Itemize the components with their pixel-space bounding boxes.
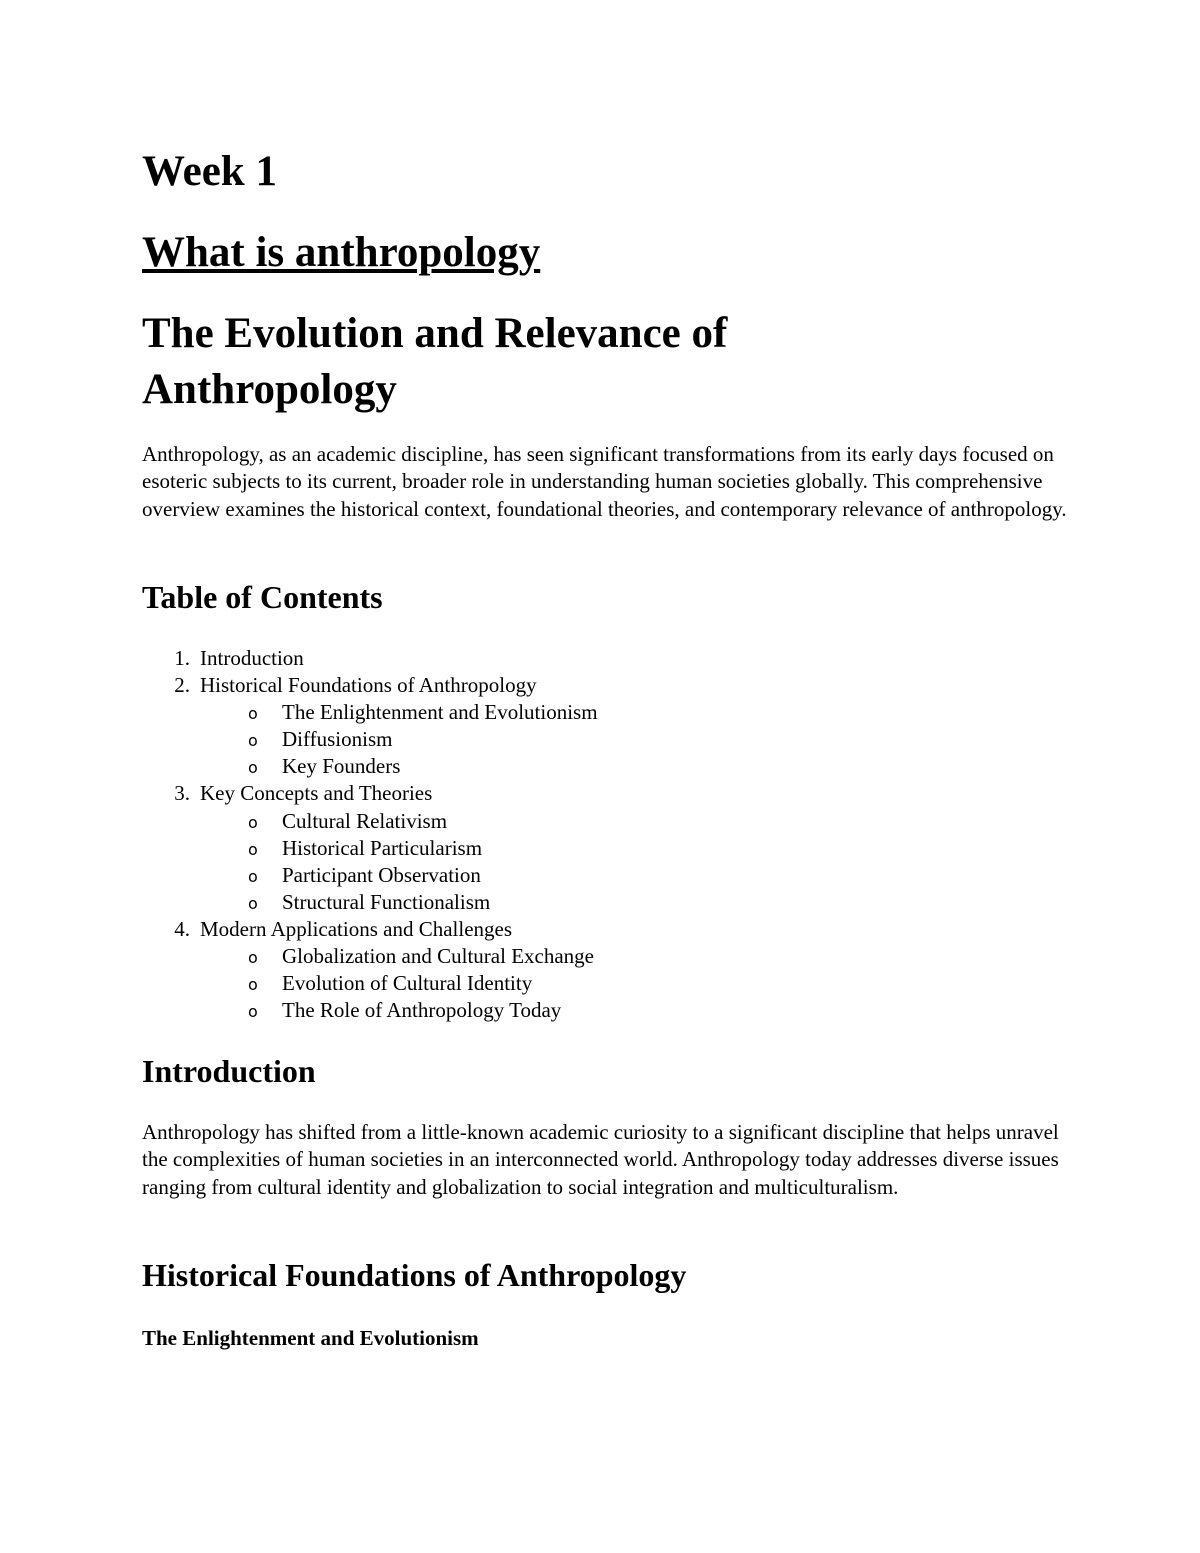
historical-foundations-heading: Historical Foundations of Anthropology [142,1257,687,1293]
toc-subitem-label: Structural Functionalism [282,889,491,914]
toc-item [142,780,1072,807]
bullet-icon: o [248,1002,258,1022]
toc-heading: Table of Contents [142,579,383,615]
toc-item-number: 1. [174,646,190,670]
toc-item [142,672,1072,699]
bullet-icon: o [248,839,258,859]
introduction-paragraph: Anthropology has shifted from a little-known academic curiosity to a significant discipline that helps unravel the complexities of human societies in an interconnected world. Anthropology today addresses diverse issues ranging from cultural identity and globalization to social integration and multiculturalism. [142,1120,1059,1199]
toc-item-label: Historical Foundations of Anthropology [200,673,537,698]
bullet-icon: o [248,812,258,832]
bullet-icon: o [248,704,258,724]
toc-subitem [142,808,1072,835]
table-of-contents [142,645,1072,1024]
toc-item-number: 4. [174,916,190,941]
toc-item [142,645,1072,672]
toc-item-label: Modern Applications and Challenges [200,916,513,941]
bullet-icon: o [248,893,258,913]
week-heading: Week 1 [142,148,277,195]
toc-subitem [142,699,1072,726]
bullet-icon: o [248,948,258,968]
toc-subitem [142,862,1072,889]
toc-subitem-label: Participant Observation [282,862,481,887]
toc-subitem-label: The Role of Anthropology Today [282,998,562,1023]
toc-subitem-label: Key Founders [282,754,401,779]
toc-subitem-label: Diffusionism [282,727,393,752]
toc-item-label: Introduction [200,646,304,670]
toc-subitem [142,970,1072,997]
bullet-icon: o [248,731,258,751]
bullet-icon: o [248,866,258,886]
toc-subitem-label: Globalization and Cultural Exchange [282,944,594,969]
bullet-icon: o [248,975,258,995]
toc-subitem-label: The Enlightenment and Evolutionism [282,700,598,725]
overview-paragraph: Anthropology, as an academic discipline, has seen significant transformations from its early days focused on esoteric subjects to its current, broader role in understanding human societies globally. This comprehensive overview examines the historical context, foundational theories, and contemporary relevance of anthropology. [142,442,1067,521]
toc-item-number: 3. [174,781,190,806]
toc-item-number: 2. [174,673,190,698]
toc-item-label: Key Concepts and Theories [200,781,433,806]
toc-subitem-label: Historical Particularism [282,835,483,860]
toc-item [142,916,1072,943]
toc-subitem [142,835,1072,862]
toc-subitem [142,997,1072,1024]
toc-subitem [142,889,1072,916]
toc-subitem-label: Cultural Relativism [282,808,448,833]
main-heading: What is anthropology [142,229,541,276]
toc-subitem [142,726,1072,753]
toc-subitem-label: Evolution of Cultural Identity [282,971,533,996]
introduction-heading: Introduction [142,1053,316,1089]
bullet-icon: o [248,758,258,778]
toc-subitem [142,753,1072,780]
document-title: The Evolution and Relevance of Anthropology [142,310,728,413]
enlightenment-subheading: The Enlightenment and Evolutionism [142,1326,479,1350]
toc-subitem [142,943,1072,970]
